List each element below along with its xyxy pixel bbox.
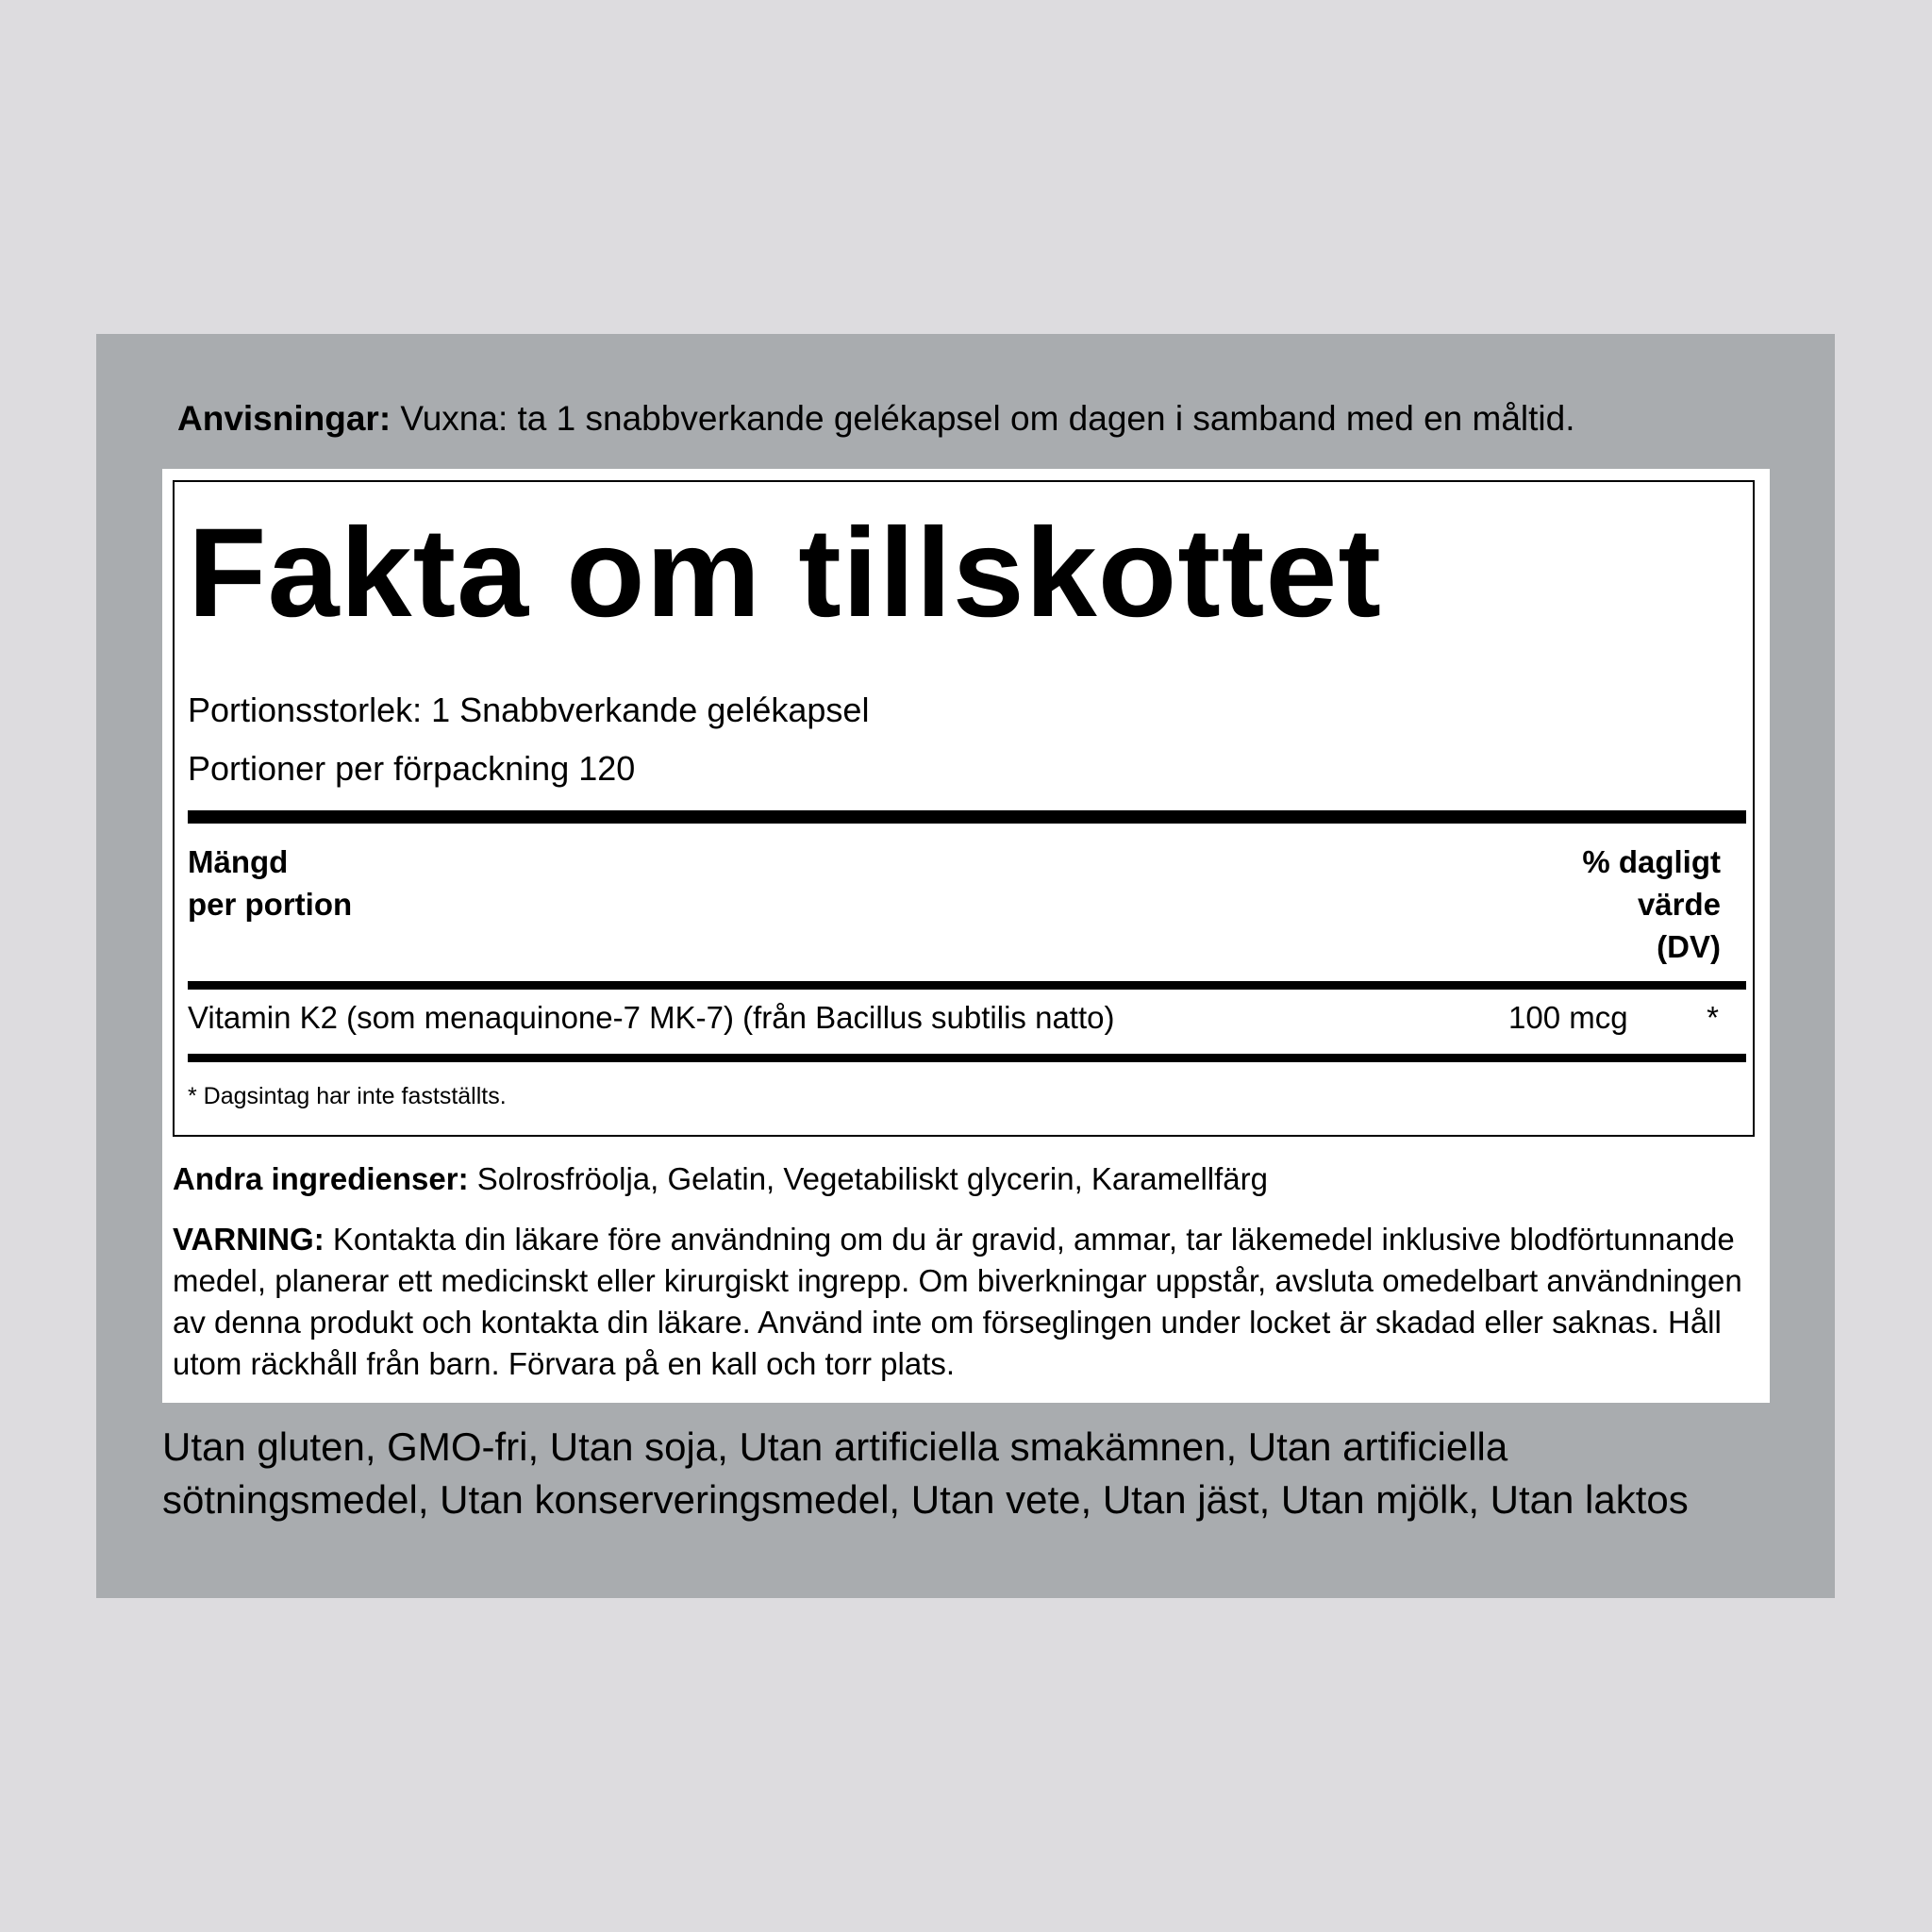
header-right-line-3: (DV): [1657, 929, 1721, 964]
nutrient-daily-value: *: [1707, 1000, 1719, 1035]
daily-value-header: [1582, 841, 1721, 968]
facts-title: Fakta om tillskottet: [188, 503, 1382, 643]
nutrient-name: Vitamin K2 (som menaquinone-7 MK-7) (från Bacillus subtilis natto): [188, 1000, 1115, 1035]
serving-size: Portionsstorlek: 1 Snabbverkande gelékapsel: [188, 691, 870, 729]
directions: [177, 394, 1781, 443]
directions-text: Vuxna: ta 1 snabbverkande gelékapsel om dagen i samband med en måltid.: [391, 399, 1575, 438]
directions-label: Anvisningar:: [177, 399, 391, 438]
header-left-line-2: per portion: [188, 887, 353, 922]
warning: [173, 1219, 1762, 1385]
supplement-facts-box: [173, 480, 1755, 1137]
nutrient-amount: 100 mcg: [1508, 1000, 1628, 1035]
amount-per-serving-header: [188, 841, 352, 925]
bottom-divider: [188, 1054, 1746, 1062]
thick-divider: [188, 810, 1746, 824]
other-ingredients: [173, 1158, 1268, 1201]
header-left-line-1: Mängd: [188, 844, 289, 879]
warning-label: VARNING:: [173, 1222, 325, 1257]
servings-per-container: Portioner per förpackning 120: [188, 749, 636, 788]
header-right-line-1: % dagligt: [1582, 844, 1721, 879]
other-ingredients-text: Solrosfröolja, Gelatin, Vegetabiliskt glycerin, Karamellfärg: [468, 1161, 1268, 1196]
warning-text: Kontakta din läkare före användning om du är gravid, ammar, tar läkemedel inklusive blodförtunnande medel, planerar ett medicinskt eller kirurgiskt ingrepp. Om biverkningar uppstår, avsluta omedelbart användningen av denna produkt och kontakta din läkare. Använd inte om förseglingen under locket är skadad eller saknas. Håll utom räckhåll från barn. Förvara på en kall och torr plats.: [173, 1222, 1742, 1381]
header-right-line-2: värde: [1637, 887, 1721, 922]
free-from-claims: Utan gluten, GMO-fri, Utan soja, Utan artificiella smakämnen, Utan artificiella sötningsmedel, Utan konserveringsmedel, Utan vete, Utan jäst, Utan mjölk, Utan laktos: [162, 1424, 1689, 1522]
medium-divider: [188, 981, 1746, 990]
other-ingredients-label: Andra ingredienser:: [173, 1161, 469, 1196]
footnote: * Dagsintag har inte fastställts.: [188, 1083, 507, 1109]
